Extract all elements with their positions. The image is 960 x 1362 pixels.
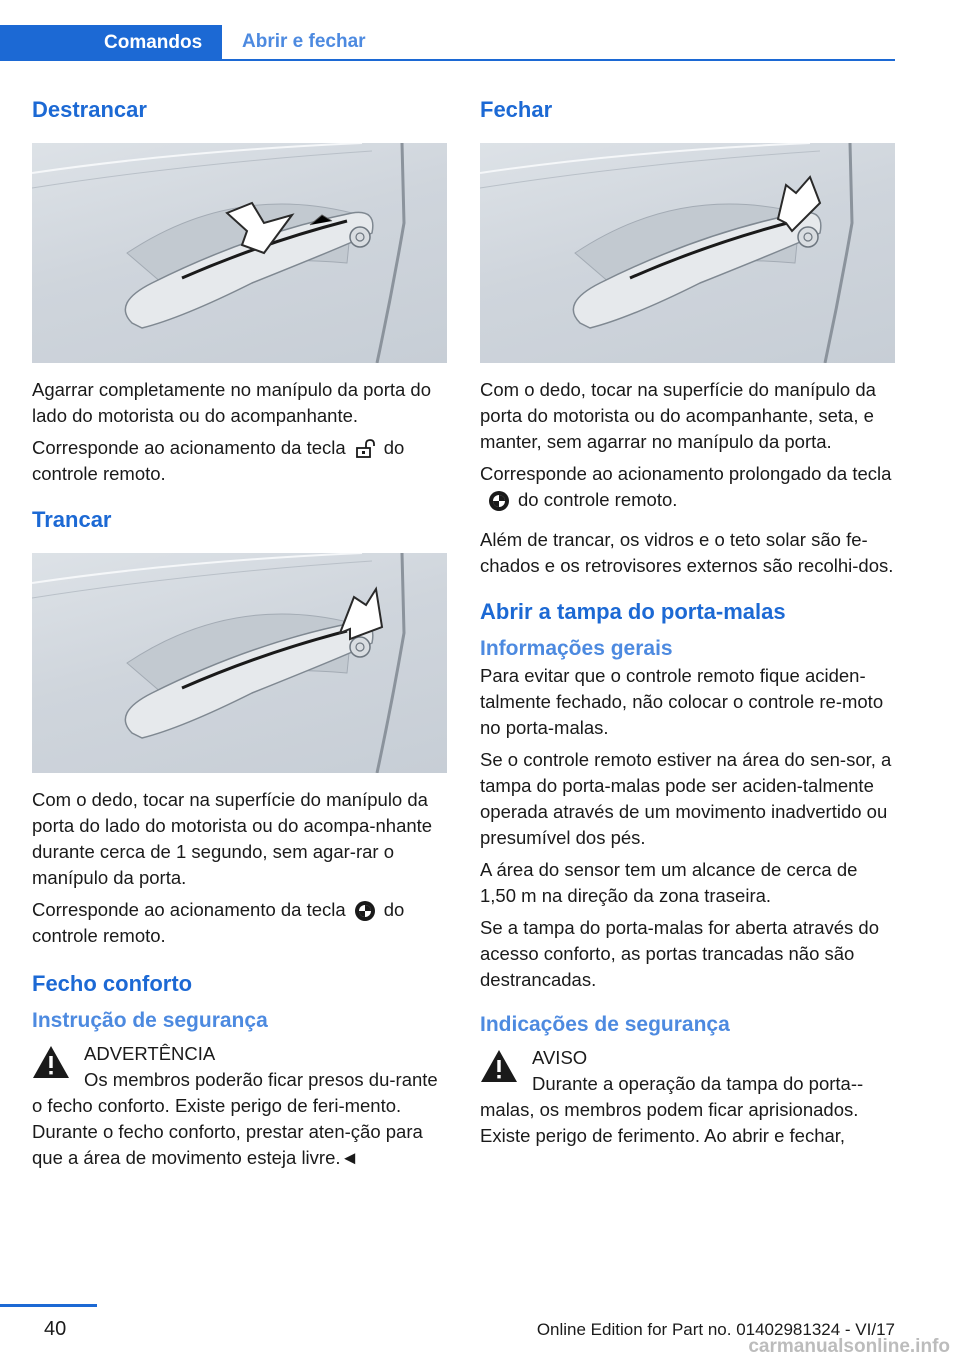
- watermark: carmanualsonline.info: [748, 1336, 950, 1357]
- trancar-text-2: [32, 897, 447, 949]
- malas-text-2: Se o controle remoto estiver na área do sen-sor, a tampa do porta-malas pode ser aciden-talmente operada através de um movimento inadvertido ou presumível dos pés.: [480, 749, 892, 848]
- edition-note: Online Edition for Part no. 01402981324 - VI/17: [536, 1320, 895, 1339]
- footer-rule: [0, 1304, 97, 1307]
- trancar-text-1: Com o dedo, tocar na superfície do manípulo da porta do lado do motorista ou do acompa-nhante durante cerca de 1 segundo, sem agar-rar o manípulo da porta.: [32, 789, 433, 888]
- heading-abrir-porta-malas: Abrir a tampa do porta-malas: [480, 599, 786, 624]
- subheading-informacoes-gerais: Informações gerais: [480, 637, 673, 660]
- warning-block-fecho: [32, 1041, 447, 1171]
- subheading-instrucao-seguranca: Instrução de segurança: [32, 1009, 268, 1032]
- bmw-logo-key-icon: [488, 490, 510, 512]
- header-tabs: [0, 25, 895, 61]
- heading-fecho-conforto: Fecho conforto: [32, 971, 193, 996]
- fechar-text-2: [480, 461, 895, 513]
- trancar-text-2b: do controle remoto.: [32, 899, 405, 946]
- unlock-key-icon: [354, 438, 376, 460]
- left-column: [32, 95, 447, 1171]
- page-number: 40: [44, 1318, 67, 1340]
- warning-triangle-icon: [32, 1045, 70, 1079]
- fechar-text-2b: do controle remoto.: [518, 489, 678, 510]
- malas-text-1: Para evitar que o controle remoto fique aciden-talmente fechado, não colocar o controle re-moto no porta-malas.: [480, 665, 884, 738]
- tab-abrir-e-fechar-label: Abrir e fechar: [242, 31, 366, 52]
- door-handle-lock-image: [32, 553, 447, 773]
- door-handle-close-image: [480, 143, 895, 363]
- malas-text-3: A área do sensor tem um alcance de cerca de 1,50 m na direção da zona traseira.: [480, 859, 858, 906]
- malas-text-4: Se a tampa do porta-malas for aberta através do acesso conforto, as portas trancadas não são destrancadas.: [480, 917, 879, 990]
- warning-text-fecho: [32, 1067, 447, 1171]
- tab-comandos[interactable]: [0, 25, 222, 61]
- warning-label-aviso: AVISO: [532, 1047, 588, 1068]
- door-handle-unlock-image: [32, 143, 447, 363]
- destrancar-text-2a: Corresponde ao acionamento da tecla: [32, 437, 346, 458]
- destrancar-text-2: [32, 435, 447, 487]
- right-column: [480, 95, 895, 1149]
- subheading-indicacoes-seguranca: Indicações de segurança: [480, 1013, 730, 1036]
- trancar-text-2a: Corresponde ao acionamento da tecla: [32, 899, 346, 920]
- warning-label-advertencia: ADVERTÊNCIA: [84, 1043, 216, 1064]
- tab-abrir-e-fechar[interactable]: [222, 25, 895, 61]
- warning-text-malas: [480, 1071, 895, 1149]
- fechar-text-3: Além de trancar, os vidros e o teto solar são fe-chados e os retrovisores externos são recolhi-dos.: [480, 529, 894, 576]
- tab-comandos-label: Comandos: [104, 32, 203, 53]
- warning-text-malas-body: Durante a operação da tampa do porta--malas, os membros podem ficar aprisionados. Existe perigo de ferimento. Ao abrir e fechar,: [480, 1073, 864, 1146]
- warning-block-malas: [480, 1045, 895, 1149]
- fechar-text-2a: Corresponde ao acionamento prolongado da tecla: [480, 463, 892, 484]
- bmw-logo-key-icon: [354, 900, 376, 922]
- heading-trancar: Trancar: [32, 507, 112, 532]
- destrancar-text-1: Agarrar completamente no manípulo da porta do lado do motorista ou do acompanhante.: [32, 379, 432, 426]
- destrancar-text-2b: do controle remoto.: [32, 437, 405, 484]
- heading-destrancar: Destrancar: [32, 97, 147, 122]
- warning-triangle-icon: [480, 1049, 518, 1083]
- heading-fechar: Fechar: [480, 97, 553, 122]
- fechar-text-1: Com o dedo, tocar na superfície do manípulo da porta do motorista ou do acompanhante, seta, e manter, sem agarrar no manípulo da porta.: [480, 379, 876, 452]
- warning-text-fecho-body: Os membros poderão ficar presos du-rante o fecho conforto. Existe perigo de feri-mento. Durante o fecho conforto, prestar aten-ção para que a área de movimento esteja livre.◄: [32, 1069, 438, 1168]
